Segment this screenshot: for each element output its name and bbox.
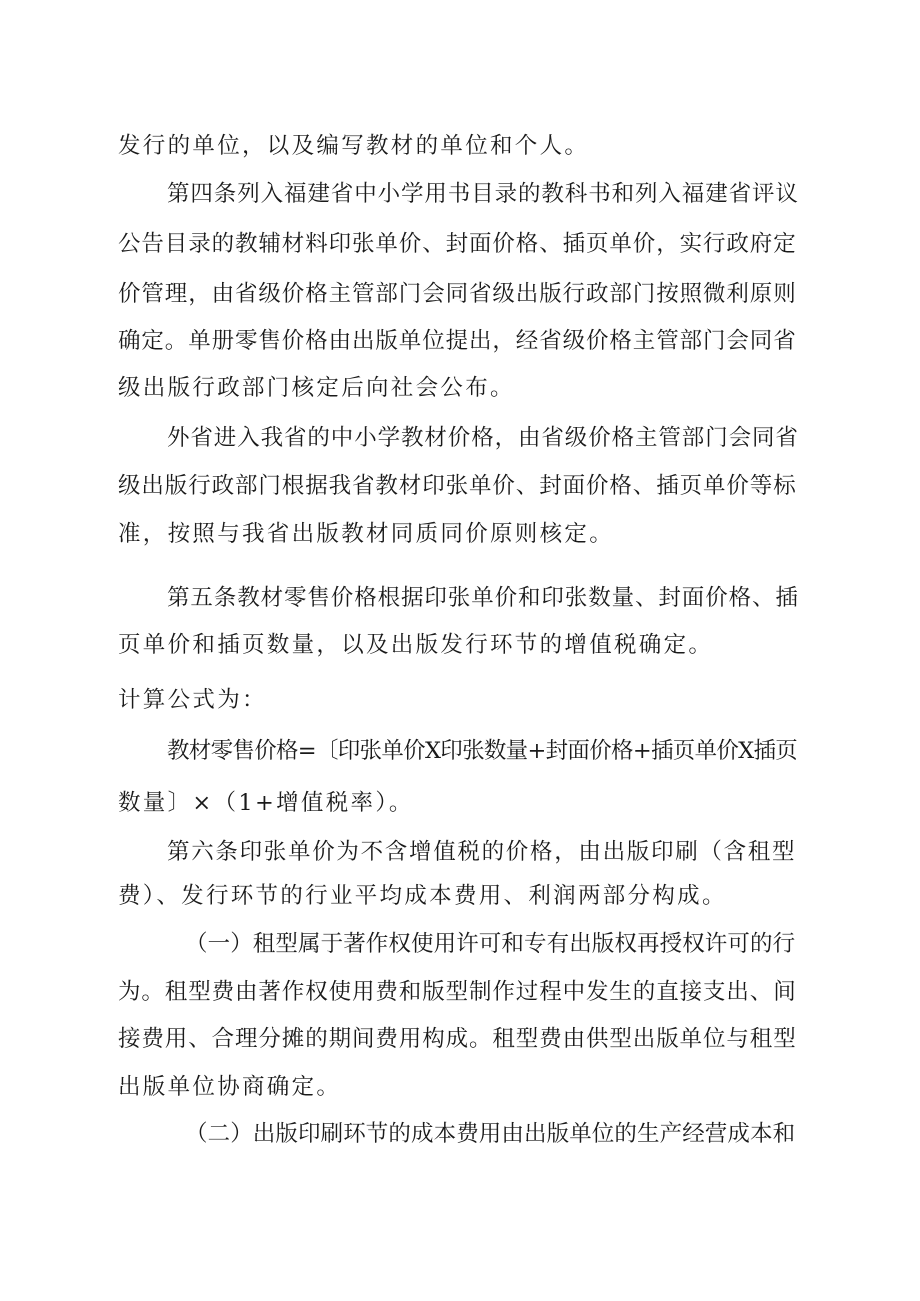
text-line: 出版单位协商确定。 xyxy=(118,1074,342,1100)
text-line: 费）、发行环节的行业平均成本费用、利润两部分构成。 xyxy=(118,883,727,909)
text-line: 级出版行政部门核定后向社会公布。 xyxy=(118,375,515,401)
article-5-heading-line: 第五条教材零售价格根据印张单价和印张数量、封面价格、插 xyxy=(167,585,799,611)
text-line: 确定。单册零售价格由出版单位提出，经省级价格主管部门会同省 xyxy=(118,328,797,354)
item-1-line: （一）租型属于著作权使用许可和专有出版权再授权许可的行 xyxy=(185,931,796,957)
article-4-heading-line: 第四条列入福建省中小学用书目录的教科书和列入福建省评议 xyxy=(167,181,799,207)
formula-intro-line: 计算公式为： xyxy=(118,687,267,713)
text-line: 价管理，由省级价格主管部门会同省级出版行政部门按照微利原则 xyxy=(118,281,797,307)
text-line: 接费用、合理分摊的期间费用构成。租型费由供型出版单位与租型 xyxy=(118,1026,797,1052)
article-6-heading-line: 第六条印张单价为不含增值税的价格，由出版印刷（含租型 xyxy=(167,839,797,865)
text-line: 级出版行政部门根据我省教材印张单价、封面价格、插页单价等标 xyxy=(118,473,797,499)
paragraph-start-line: 外省进入我省的中小学教材价格，由省级价格主管部门会同省 xyxy=(167,425,799,451)
text-line: 页单价和插页数量，以及出版发行环节的增值税确定。 xyxy=(118,632,714,658)
text-line: 发行的单位，以及编写教材的单位和个人。 xyxy=(118,133,590,159)
item-2-line: （二）出版印刷环节的成本费用由出版单位的生产经营成本和 xyxy=(185,1121,796,1147)
formula-line: 教材零售价格=〔印张单价X印张数量+封面价格+插页单价X插页 xyxy=(167,738,798,764)
text-line: 为。租型费由著作权使用费和版型制作过程中发生的直接支出、间 xyxy=(118,979,797,1005)
text-line: 准，按照与我省出版教材同质同价原则核定。 xyxy=(118,521,615,547)
text-line: 公告目录的教辅材料印张单价、封面价格、插页单价，实行政府定 xyxy=(118,231,797,257)
formula-line: 数量〕×（1+增值税率）。 xyxy=(118,790,414,816)
